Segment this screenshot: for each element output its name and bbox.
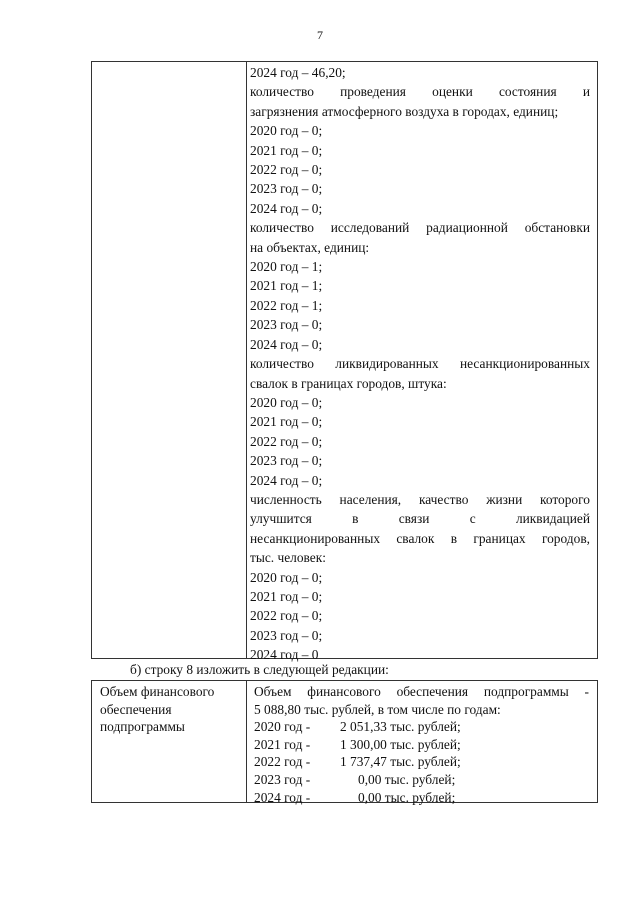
amendment-instruction: б) строку 8 изложить в следующей редакции: [130, 662, 389, 677]
text-line: на объектах, единиц: [250, 239, 370, 255]
funding-year-row [254, 753, 589, 771]
text-line: улучшится в связи с ликвидацией [250, 511, 590, 527]
row-heading-line: Объем финансового [100, 684, 215, 699]
text-line: 2020 год – 1; [250, 259, 323, 275]
year-amount: 2 051,33 тыс. рублей; [340, 719, 461, 735]
text-line: 2023 год – 0; [250, 627, 323, 643]
text-line: количество ликвидированных несанкционированных [250, 356, 590, 372]
funding-table [91, 680, 598, 803]
funding-year-row [254, 789, 589, 807]
text-line: численность населения, качество жизни которого [250, 491, 590, 507]
text-line: 2021 год – 1; [250, 278, 323, 294]
year-label: 2023 год - [254, 771, 311, 787]
funding-year-row [254, 771, 589, 789]
row-heading-cell [100, 683, 240, 736]
year-label: 2022 год - [254, 754, 311, 770]
text-line: 2022 год – 0; [250, 162, 323, 178]
page-number: 7 [317, 28, 323, 42]
text-line: 2020 год – 0; [250, 123, 323, 139]
text-line: несанкционированных свалок в границах городов, [250, 530, 590, 546]
year-amount: 1 737,47 тыс. рублей; [340, 754, 461, 770]
text-line: количество исследований радиационной обстановки [250, 220, 590, 236]
funding-year-row [254, 736, 589, 754]
text-line: 2023 год – 0; [250, 317, 323, 333]
column-divider [246, 62, 247, 658]
row-heading-line: обеспечения [100, 701, 172, 717]
row-heading-line: подпрограммы [100, 719, 185, 735]
year-label: 2021 год - [254, 736, 311, 752]
text-line: тыс. человек: [250, 550, 326, 566]
text-line: 2023 год – 0; [250, 453, 323, 469]
text-line: 2022 год – 0; [250, 433, 323, 449]
year-label: 2024 год - [254, 789, 311, 805]
text-line: загрязнения атмосферного воздуха в городах, единиц; [250, 103, 559, 119]
column-divider [246, 681, 247, 802]
text-line: 2024 год – 0; [250, 200, 323, 216]
text-line: 2023 год – 0; [250, 181, 323, 197]
year-label: 2020 год - [254, 719, 311, 735]
text-line: количество проведения оценки состояния и [250, 84, 590, 100]
text-line: свалок в границах городов, штука: [250, 375, 447, 391]
year-amount: 0,00 тыс. рублей; [358, 771, 456, 787]
funding-cell [254, 683, 589, 806]
text-line: 2024 год – 0; [250, 336, 323, 352]
year-amount: 1 300,00 тыс. рублей; [340, 736, 461, 752]
text-line: 2021 год – 0; [250, 588, 323, 604]
text-line: 2024 год – 0 [250, 647, 319, 663]
funding-total-line: Объем финансового обеспечения подпрограммы - [254, 684, 589, 699]
text-line: 2022 год – 0; [250, 608, 323, 624]
text-line: 2020 год – 0; [250, 394, 323, 410]
text-line: 2024 год – 46,20; [250, 65, 346, 80]
text-line: 2020 год – 0; [250, 569, 323, 585]
funding-total-line: 5 088,80 тыс. рублей, в том числе по годам: [254, 701, 501, 717]
text-line: 2021 год – 0; [250, 142, 323, 158]
text-line: 2022 год – 1; [250, 297, 323, 313]
indicators-cell [250, 63, 590, 665]
text-line: 2021 год – 0; [250, 414, 323, 430]
year-amount: 0,00 тыс. рублей; [358, 789, 456, 805]
funding-year-row [254, 718, 589, 736]
indicators-table-continuation [91, 61, 598, 663]
text-line: 2024 год – 0; [250, 472, 323, 488]
